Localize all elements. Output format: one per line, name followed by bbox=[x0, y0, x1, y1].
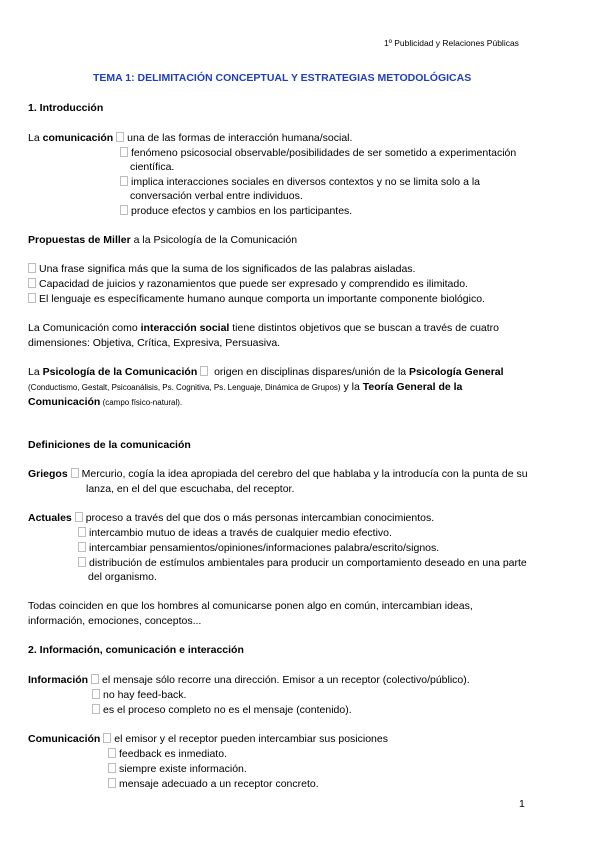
comunicacion2-item-1: el emisor y el receptor pueden intercambiar sus posiciones bbox=[114, 733, 388, 745]
comunicacion-def-4: produce efectos y cambios en los participantes. bbox=[131, 205, 353, 217]
informacion-item-1: el mensaje sólo recorre una dirección. Emisor a un receptor (colectivo/público). bbox=[102, 674, 470, 686]
psicologia-line-2 bbox=[28, 380, 462, 395]
comunicacion-line-2 bbox=[120, 146, 516, 160]
bullet-icon bbox=[92, 704, 100, 714]
miller-item-1 bbox=[28, 262, 415, 276]
miller-item-1-text: Una frase significa más que la suma de los significados de las palabras aisladas. bbox=[39, 263, 416, 275]
psico-h: Comunicación bbox=[28, 396, 101, 408]
actuales-item-4: distribución de estímulos ambientales para producir un comportamiento deseado en una parte bbox=[89, 557, 527, 569]
miller-item-3-text: El lenguaje es específicamente humano aunque comporta un importante componente biológico. bbox=[39, 293, 485, 305]
bullet-icon bbox=[103, 733, 111, 743]
actuales-line-4 bbox=[78, 556, 527, 570]
comunicacion2-line-4 bbox=[108, 777, 319, 791]
actuales-line-1 bbox=[28, 511, 434, 525]
psico-d: Psicología General bbox=[409, 366, 504, 378]
bullet-icon bbox=[28, 263, 36, 273]
comunicacion2-term: Comunicación bbox=[28, 733, 101, 745]
informacion-line-2 bbox=[92, 688, 186, 702]
actuales-line-2 bbox=[78, 526, 392, 540]
comunicacion-def-3-cont: conversación verbal entre individuos. bbox=[130, 190, 303, 202]
bullet-icon bbox=[28, 293, 36, 303]
actuales-item-4-cont: del organismo. bbox=[88, 571, 157, 583]
informacion-item-3: es el proceso completo no es el mensaje (contenido). bbox=[103, 704, 352, 716]
comunicacion2-line-2 bbox=[108, 747, 227, 761]
bullet-icon bbox=[108, 763, 116, 773]
comunicacion-term: comunicación bbox=[42, 132, 114, 144]
page-number: 1 bbox=[519, 798, 525, 810]
bullet-icon bbox=[28, 278, 36, 288]
interaccion-b: interacción social bbox=[140, 322, 230, 334]
psico-g: Teoría General de la bbox=[362, 381, 463, 393]
interaccion-c: tiene distintos objetivos que se buscan a través de cuatro bbox=[229, 322, 500, 334]
informacion-line-3 bbox=[92, 703, 352, 717]
psico-a: La bbox=[28, 366, 43, 378]
bullet-icon bbox=[71, 468, 79, 478]
griegos-text-1: Mercurio, cogía la idea apropiada del cerebro del que hablaba y la introducía con la punta de su bbox=[81, 468, 528, 480]
griegos-line-1 bbox=[28, 467, 528, 481]
bullet-icon bbox=[78, 542, 86, 552]
interaccion-line-2: dimensiones: Objetiva, Crítica, Expresiva, Persuasiva. bbox=[28, 337, 281, 349]
miller-bold: Propuestas de Miller bbox=[28, 234, 131, 246]
bullet-icon bbox=[92, 689, 100, 699]
comunicacion-lead: La bbox=[28, 132, 43, 144]
bullet-icon bbox=[75, 512, 83, 522]
bullet-icon bbox=[120, 176, 128, 186]
comunicacion2-item-4: mensaje adecuado a un receptor concreto. bbox=[119, 778, 319, 790]
bullet-icon bbox=[78, 527, 86, 537]
comunicacion-def-3: implica interacciones sociales en diversos contextos y no se limita solo a la bbox=[131, 176, 480, 188]
definiciones-heading: Definiciones de la comunicación bbox=[28, 439, 191, 451]
miller-item-3 bbox=[28, 292, 485, 306]
comunicacion-def-2-cont: científica. bbox=[130, 161, 175, 173]
bullet-icon bbox=[78, 557, 86, 567]
miller-heading bbox=[28, 233, 297, 247]
bullet-icon bbox=[120, 205, 128, 215]
comunicacion2-line-3 bbox=[108, 762, 247, 776]
informacion-term: Información bbox=[28, 674, 89, 686]
section-1-heading: 1. Introducción bbox=[28, 102, 104, 114]
miller-rest: a la Psicología de la Comunicación bbox=[130, 234, 298, 246]
comunicacion-line-1 bbox=[28, 131, 352, 145]
bullet-icon bbox=[108, 748, 116, 758]
psico-i: (campo físico-natural). bbox=[100, 398, 183, 407]
bullet-icon bbox=[200, 366, 208, 376]
comunicacion-def-1: una de las formas de interacción humana/social. bbox=[127, 132, 353, 144]
psicologia-line-3 bbox=[28, 395, 182, 410]
psicologia-line-1 bbox=[28, 365, 504, 379]
comunicacion2-line-1 bbox=[28, 732, 388, 746]
bullet-icon bbox=[108, 778, 116, 788]
section-2-heading: 2. Información, comunicación e interacción bbox=[28, 644, 244, 656]
actuales-item-1: proceso a través del que dos o más personas intercambian conocimientos. bbox=[85, 512, 435, 524]
actuales-line-3 bbox=[78, 541, 439, 555]
bullet-icon bbox=[120, 147, 128, 157]
comunicacion2-item-2: feedback es inmediato. bbox=[119, 748, 227, 760]
interaccion-line-1 bbox=[28, 321, 499, 335]
actuales-term: Actuales bbox=[28, 512, 72, 524]
comunicacion-line-3 bbox=[120, 175, 480, 189]
psico-c: origen en disciplinas dispares/unión de la bbox=[211, 366, 410, 378]
informacion-item-2: no hay feed-back. bbox=[103, 689, 187, 701]
psico-b: Psicología de la Comunicación bbox=[42, 366, 198, 378]
document-title: TEMA 1: DELIMITACIÓN CONCEPTUAL Y ESTRATEGIAS METODOLÓGICAS bbox=[93, 72, 472, 84]
actuales-item-2: intercambio mutuo de ideas a través de cualquier medio efectivo. bbox=[89, 527, 392, 539]
griegos-term: Griegos bbox=[28, 468, 68, 480]
interaccion-a: La Comunicación como bbox=[28, 322, 141, 334]
comunicacion2-item-3: siempre existe información. bbox=[119, 763, 247, 775]
psico-f: y la bbox=[340, 381, 363, 393]
todas-line-2: información, emociones, conceptos... bbox=[28, 615, 202, 627]
bullet-icon bbox=[91, 674, 99, 684]
bullet-icon bbox=[116, 132, 124, 142]
comunicacion-line-4 bbox=[120, 204, 352, 218]
griegos-text-2: lanza, en el del que escuchaba, del receptor. bbox=[86, 483, 295, 495]
informacion-line-1 bbox=[28, 673, 470, 687]
todas-line-1: Todas coinciden en que los hombres al comunicarse ponen algo en común, intercambian ideas, bbox=[28, 600, 473, 612]
psico-e: (Conductismo, Gestalt, Psicoanálisis, Ps. Cognitiva, Ps. Lenguaje, Dinámica de Grupos) bbox=[28, 383, 341, 392]
actuales-item-3: intercambiar pensamientos/opiniones/informaciones palabra/escrito/signos. bbox=[89, 542, 440, 554]
miller-item-2-text: Capacidad de juicios y razonamientos que puede ser expresado y comprendido es ilimitado. bbox=[39, 278, 468, 290]
miller-item-2 bbox=[28, 277, 468, 291]
comunicacion-def-2: fenómeno psicosocial observable/posibilidades de ser sometido a experimentación bbox=[131, 147, 517, 159]
header-text: 1º Publicidad y Relaciones Públicas bbox=[384, 38, 519, 48]
